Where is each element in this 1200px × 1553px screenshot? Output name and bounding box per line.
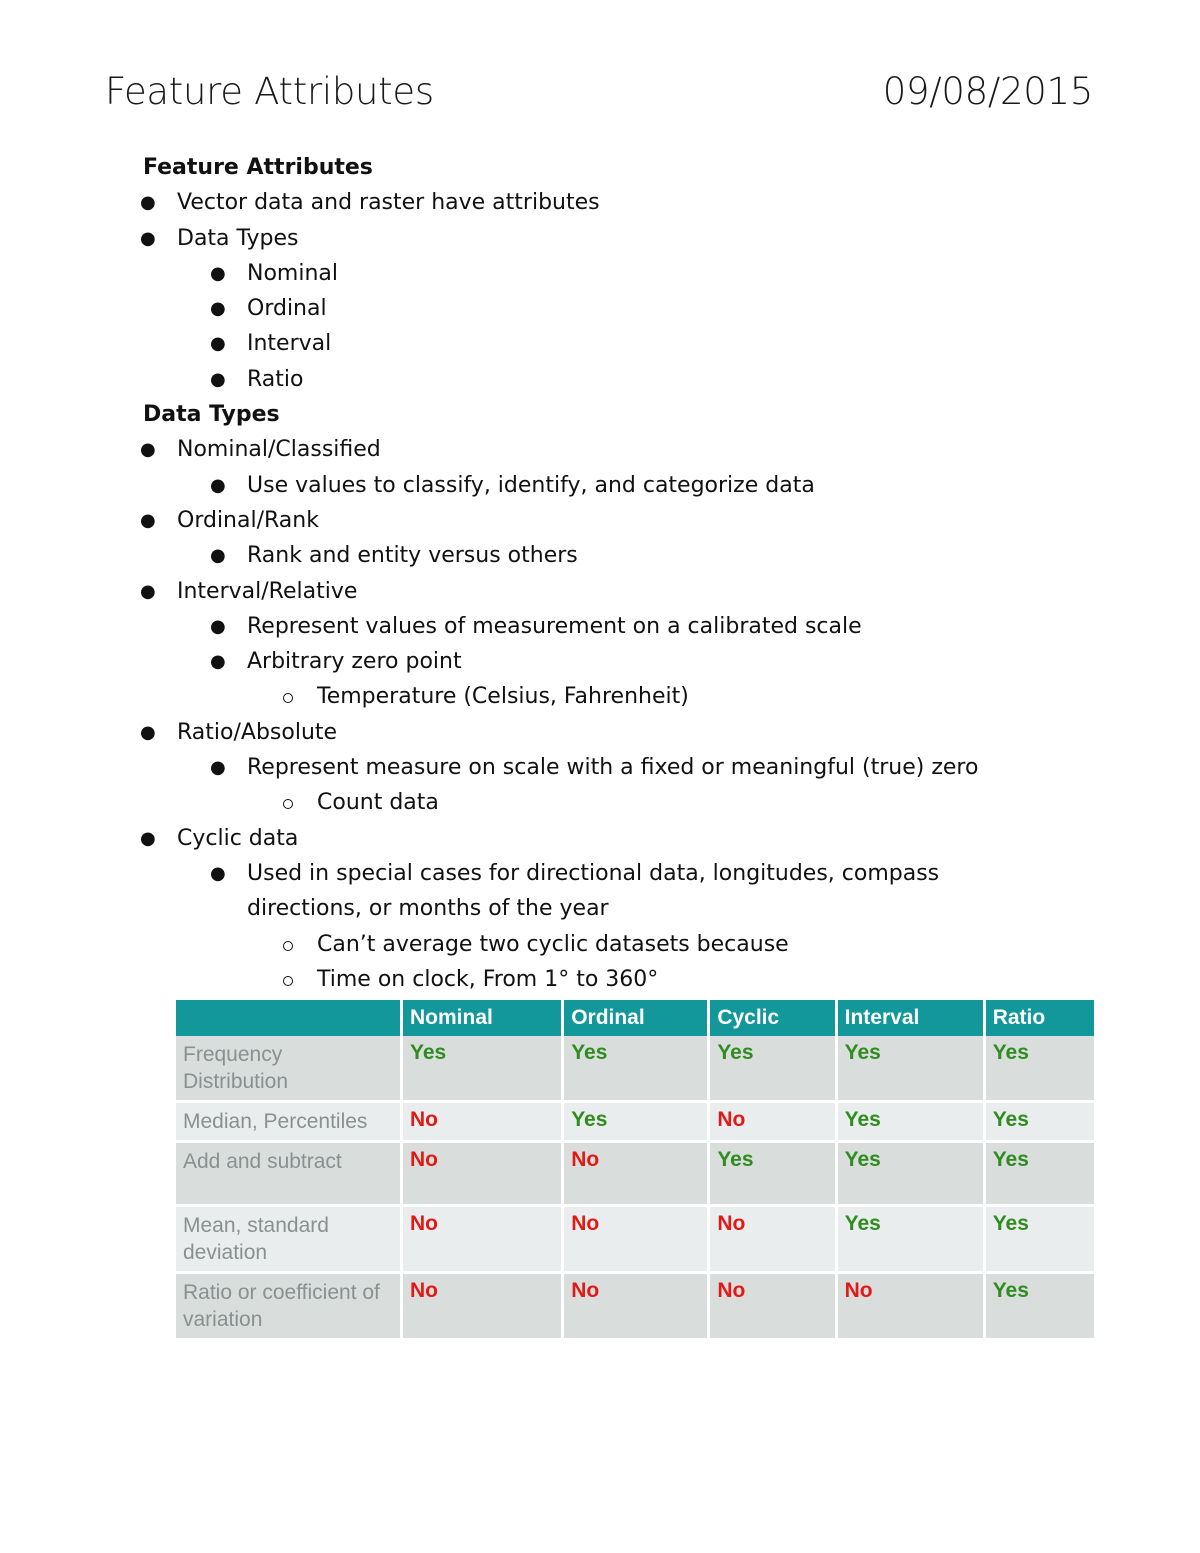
circle-bullet-icon bbox=[283, 941, 293, 951]
table-cell: Yes bbox=[402, 1036, 563, 1102]
table-row bbox=[176, 1142, 1094, 1206]
circle-bullet-icon bbox=[283, 693, 293, 703]
list-item bbox=[143, 291, 1143, 326]
table-cell: No bbox=[563, 1142, 709, 1206]
list-item-text: Represent measure on scale with a fixed or meaningful (true) zero bbox=[247, 755, 979, 781]
table-cell: Yes bbox=[563, 1036, 709, 1102]
table-cell: No bbox=[402, 1142, 563, 1206]
bullet-icon: ● bbox=[210, 862, 226, 884]
list-item bbox=[143, 856, 1007, 927]
page-title: Feature Attributes bbox=[105, 70, 434, 113]
list-item-text: Data Types bbox=[177, 225, 299, 251]
list-item bbox=[140, 185, 1143, 220]
table-cell: No bbox=[836, 1273, 984, 1340]
bullet-icon: ● bbox=[210, 757, 226, 779]
table-cell: Yes bbox=[984, 1142, 1094, 1206]
column-header: Ratio bbox=[984, 1000, 1094, 1036]
row-label: Median, Percentiles bbox=[176, 1102, 402, 1142]
bullet-icon: ● bbox=[210, 368, 226, 390]
table-row bbox=[176, 1273, 1094, 1340]
list-item bbox=[140, 821, 1143, 856]
table-cell: Yes bbox=[709, 1036, 836, 1102]
data-type-comparison-table bbox=[176, 1000, 1094, 1341]
table-cell: Yes bbox=[563, 1102, 709, 1142]
list-item bbox=[140, 574, 1143, 609]
list-item-text: Count data bbox=[317, 790, 439, 816]
list-item bbox=[143, 927, 1143, 962]
circle-bullet-icon bbox=[283, 799, 293, 809]
bullet-icon: ● bbox=[210, 298, 226, 320]
list-item bbox=[143, 750, 1143, 785]
column-header bbox=[176, 1000, 402, 1036]
table-cell: Yes bbox=[836, 1036, 984, 1102]
bullet-icon: ● bbox=[140, 721, 156, 743]
list-item bbox=[140, 221, 1143, 256]
table-cell: Yes bbox=[984, 1036, 1094, 1102]
list-item-text: Vector data and raster have attributes bbox=[177, 190, 600, 216]
bullet-icon: ● bbox=[210, 333, 226, 355]
table-cell: No bbox=[709, 1206, 836, 1273]
list-item-text: Ratio/Absolute bbox=[177, 719, 338, 745]
row-label: Add and subtract bbox=[176, 1142, 402, 1206]
bullet-icon: ● bbox=[140, 439, 156, 461]
table-cell: Yes bbox=[709, 1142, 836, 1206]
table-cell: Yes bbox=[984, 1273, 1094, 1340]
bullet-icon: ● bbox=[140, 192, 156, 214]
list-item bbox=[143, 962, 1143, 997]
list-item bbox=[143, 468, 1143, 503]
table-cell: No bbox=[709, 1102, 836, 1142]
table-cell: No bbox=[563, 1273, 709, 1340]
bullet-icon: ● bbox=[210, 474, 226, 496]
list-item-text: Represent values of measurement on a calibrated scale bbox=[247, 613, 862, 639]
list-item-text: Temperature (Celsius, Fahrenheit) bbox=[317, 684, 689, 710]
column-header: Nominal bbox=[402, 1000, 563, 1036]
list-item-text: Interval/Relative bbox=[177, 578, 358, 604]
row-label: Mean, standard deviation bbox=[176, 1206, 402, 1273]
table-row bbox=[176, 1206, 1094, 1273]
table-cell: Yes bbox=[836, 1206, 984, 1273]
circle-bullet-icon bbox=[283, 976, 293, 986]
bullet-icon: ● bbox=[210, 262, 226, 284]
table-cell: No bbox=[402, 1206, 563, 1273]
bullet-icon: ● bbox=[210, 545, 226, 567]
bullet-icon: ● bbox=[140, 227, 156, 249]
bullet-icon: ● bbox=[210, 615, 226, 637]
list-item bbox=[143, 609, 1143, 644]
list-item bbox=[140, 503, 1143, 538]
column-header: Ordinal bbox=[563, 1000, 709, 1036]
list-item-text: Cyclic data bbox=[177, 825, 299, 851]
list-item-text: Arbitrary zero point bbox=[247, 649, 462, 675]
bullet-icon: ● bbox=[210, 651, 226, 673]
column-header: Interval bbox=[836, 1000, 984, 1036]
list-item bbox=[143, 679, 1143, 714]
bullet-icon: ● bbox=[140, 827, 156, 849]
row-label: Ratio or coefficient of variation bbox=[176, 1273, 402, 1340]
table-cell: No bbox=[563, 1206, 709, 1273]
list-item-text: Ratio bbox=[247, 366, 304, 392]
section-heading-data-types: Data Types bbox=[143, 402, 280, 428]
list-item-text: Nominal/Classified bbox=[177, 437, 381, 463]
list-item-text: Use values to classify, identify, and categorize data bbox=[247, 472, 815, 498]
list-item bbox=[143, 538, 1143, 573]
table-cell: Yes bbox=[836, 1142, 984, 1206]
table-cell: No bbox=[402, 1102, 563, 1142]
column-header: Cyclic bbox=[709, 1000, 836, 1036]
table-row bbox=[176, 1036, 1094, 1102]
table-header-row bbox=[176, 1000, 1094, 1036]
bullet-icon: ● bbox=[140, 509, 156, 531]
row-label: Frequency Distribution bbox=[176, 1036, 402, 1102]
section-heading-feature-attributes: Feature Attributes bbox=[143, 155, 373, 180]
table-cell: Yes bbox=[836, 1102, 984, 1142]
page-date: 09/08/2015 bbox=[882, 70, 1093, 113]
list-item bbox=[143, 362, 1143, 397]
table-cell: No bbox=[402, 1273, 563, 1340]
table-cell: Yes bbox=[984, 1206, 1094, 1273]
list-item-text: Rank and entity versus others bbox=[247, 543, 578, 569]
list-item bbox=[143, 326, 1143, 361]
list-item bbox=[140, 715, 1143, 750]
list-item-text: Used in special cases for directional data, longitudes, compass directions, or months of the year bbox=[247, 860, 940, 922]
list-item bbox=[143, 644, 1143, 679]
list-item bbox=[143, 785, 1143, 820]
list-item bbox=[143, 256, 1143, 291]
list-item bbox=[140, 432, 1143, 467]
list-item-text: Interval bbox=[247, 331, 332, 357]
list-item-text: Can’t average two cyclic datasets because bbox=[317, 931, 789, 957]
table-cell: Yes bbox=[984, 1102, 1094, 1142]
list-item-text: Time on clock, From 1° to 360° bbox=[317, 966, 659, 992]
list-item-text: Ordinal/Rank bbox=[177, 507, 319, 533]
bullet-icon: ● bbox=[140, 580, 156, 602]
list-item-text: Nominal bbox=[247, 260, 338, 286]
table-row bbox=[176, 1102, 1094, 1142]
list-item-text: Ordinal bbox=[247, 296, 327, 322]
table-cell: No bbox=[709, 1273, 836, 1340]
notes-outline bbox=[140, 150, 1143, 997]
